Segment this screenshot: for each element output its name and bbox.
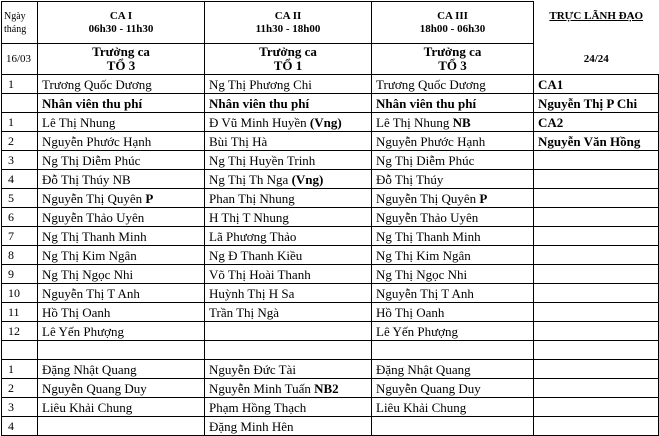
leader-cell [534,189,659,208]
shift-3-cell [372,113,534,132]
leader-cell [534,265,659,284]
person-name: Nguyễn Đức Tài [209,361,296,377]
shift-3-cell [372,246,534,265]
person-name: Hồ Thị Oanh [42,304,111,320]
person-name: Ng Thị Diễm Phúc [42,152,141,168]
shift-1-cell: Trương Quốc Dương [38,75,205,94]
leader-cell [534,284,659,303]
shift-1-cell [38,322,205,341]
table-row [2,322,659,341]
leader-cell [534,341,659,360]
shift-1-name: CA I [109,9,133,22]
person-name: Bùi Thị Hà [209,133,268,149]
shift-1-cell [38,341,205,360]
shift-1-cell [38,227,205,246]
shift-3-cell [372,379,534,398]
shift-2-cell [205,265,372,284]
shift-1-cell [38,246,205,265]
row-number: 1 [2,75,38,94]
person-name: Lê Thị Nhung [42,114,116,130]
person-name: Lê Yến Phượng [42,323,125,339]
assignment-tag: NB [452,114,471,130]
shift-1-cell [38,379,205,398]
person-name: Ng Thị Kim Ngân [376,247,471,263]
leader-cell [534,417,659,436]
shift-2-cell [205,379,372,398]
shift-2-cell [205,113,372,132]
person-name: Nguyễn Quang Duy [42,380,147,396]
table-row [2,132,659,151]
person-name: Nguyễn Thị Quyên [376,190,477,206]
person-name: Phạm Hồng Thạch [209,399,307,415]
person-name: Trần Thị Ngà [209,304,280,320]
person-name: Đặng Minh Hên [209,418,294,434]
person-name: Nguyễn Thảo Uyên [376,209,479,225]
leader-cell: Nguyễn Văn Hồng [534,132,659,151]
shift-1-cell [38,398,205,417]
person-name: Nguyễn Thị T Anh [376,285,474,301]
shift-3-cell [372,322,534,341]
table-row [2,208,659,227]
table-row [2,113,659,132]
person-name: Ng Thị Thanh Minh [42,228,147,244]
person-name: Ng Thị Kim Ngân [42,247,137,263]
shift-1-team-name: TỔ 3 [106,58,136,73]
month-label: tháng [4,23,27,35]
row-number [2,94,38,113]
leader-cell [534,151,659,170]
row-number: 1 [2,360,38,379]
shift-3-cell [372,265,534,284]
row-number: 8 [2,246,38,265]
row-number: 4 [2,417,38,436]
shift-1-team [38,44,205,75]
staff-heading-3: Nhân viên thu phí [372,94,534,113]
spacer-row [2,341,659,360]
shift-2-cell [205,398,372,417]
shift-3-header [372,2,534,44]
person-name: Liêu Khải Chung [376,399,467,415]
person-name: Nguyễn Phước Hạnh [376,133,486,149]
leader-cell [534,398,659,417]
row-number: 12 [2,322,38,341]
staff-heading-1: Nhân viên thu phí [38,94,205,113]
shift-2-cell [205,284,372,303]
staff-heading-row [2,94,659,113]
person-name: Lã Phương Thảo [209,228,297,244]
shift-1-lead-label: Trưởng ca [92,44,150,59]
person-name: Ng Thị Thanh Minh [376,228,481,244]
table-row [2,227,659,246]
shift-3-cell [372,132,534,151]
person-name: Nguyễn Minh Tuấn [209,380,311,396]
shift-3-cell [372,227,534,246]
shift-1-cell [38,303,205,322]
leader-header [534,2,659,44]
assignment-tag: NB2 [314,380,339,396]
row-number: 3 [2,151,38,170]
shift-2-cell [205,341,372,360]
row-number: 6 [2,208,38,227]
leader-cell [534,246,659,265]
table-row [2,303,659,322]
shift-2-cell [205,208,372,227]
shift-2-cell: Ng Thị Phương Chi [205,75,372,94]
assignment-tag: P [145,190,154,206]
shift-3-team-name: TỔ 3 [438,58,467,73]
shift-2-cell [205,417,372,436]
shift-3-cell [372,170,534,189]
leader-title: TRỰC LÃNH ĐẠO [549,9,644,22]
shift-2-time: 11h30 - 18h00 [255,22,321,35]
staff-rows [2,113,659,341]
table-row [2,284,659,303]
person-name: Lê Yến Phượng [376,323,459,339]
shift-3-cell [372,303,534,322]
leader-cell: CA1 [534,75,659,94]
leader-date: 24/24 [534,44,659,75]
shift-3-cell [372,417,534,436]
leader-cell: CA2 [534,113,659,132]
shift-2-name: CA II [274,9,302,22]
leader-cell [534,360,659,379]
shift-3-time: 18h00 - 06h30 [419,22,486,35]
person-name: Võ Thị Hoài Thanh [209,266,311,282]
leader-cell [534,170,659,189]
table-row [2,75,659,94]
shift-2-lead-label: Trưởng ca [259,44,317,59]
leader-cell [534,322,659,341]
shift-2-cell [205,303,372,322]
person-name: Đ Vũ Minh Huyền [209,114,307,130]
shift-1-header [38,2,205,44]
staff-heading-2: Nhân viên thu phí [205,94,372,113]
shift-2-cell [205,151,372,170]
person-name: Nguyễn Phước Hạnh [42,133,152,149]
leader-cell: Nguyễn Thị P Chi [534,94,659,113]
leader-cell [534,227,659,246]
person-name: Đỗ Thị Thúy [376,171,444,187]
shift-2-cell [205,132,372,151]
shift-1-cell [38,151,205,170]
person-name: Ng Thị Diễm Phúc [376,152,475,168]
row-number: 1 [2,113,38,132]
support-rows [2,360,659,436]
table-row [2,246,659,265]
table-row [2,170,659,189]
person-name: Liêu Khải Chung [42,399,133,415]
shift-1-cell [38,170,205,189]
shift-3-cell: Trương Quốc Dương [372,75,534,94]
person-name: Đỗ Thị Thúy NB [42,171,131,187]
day-label: Ngày [4,10,26,22]
date-cell: 16/03 [2,44,38,75]
shift-2-cell [205,170,372,189]
row-number: 2 [2,379,38,398]
shift-1-cell [38,265,205,284]
person-name: Ng Thị Huyền Trinh [209,152,316,168]
assignment-tag: (Vng) [309,114,342,130]
person-name: Ng Thị Th Nga [209,171,289,187]
person-name: Ng Thị Ngọc Nhi [376,266,468,282]
shift-3-cell [372,398,534,417]
shift-1-cell [38,189,205,208]
shift-2-cell [205,360,372,379]
shift-1-cell [38,284,205,303]
person-name: Đặng Nhật Quang [42,361,137,377]
person-name: H Thị T Nhung [209,209,289,225]
team-row [2,44,659,75]
shift-3-cell [372,151,534,170]
shift-1-cell [38,360,205,379]
shift-3-cell [372,208,534,227]
row-number: 3 [2,398,38,417]
shift-2-cell [205,322,372,341]
assignment-tag: P [479,190,488,206]
table-row [2,360,659,379]
person-name: Nguyễn Thị Quyên [42,190,143,206]
person-name: Ng Thị Ngọc Nhi [42,266,134,282]
leader-cell [534,208,659,227]
row-number: 5 [2,189,38,208]
shift-1-cell [38,132,205,151]
person-name: Nguyễn Quang Duy [376,380,481,396]
row-number: 2 [2,132,38,151]
shift-1-time: 06h30 - 11h30 [88,22,154,35]
table-row [2,151,659,170]
table-row [2,379,659,398]
shift-3-lead-label: Trưởng ca [423,44,482,59]
shift-2-header [205,2,372,44]
shift-3-cell [372,189,534,208]
shift-3-cell [372,284,534,303]
leader-cell [534,303,659,322]
table-row [2,265,659,284]
person-name: Nguyễn Thảo Uyên [42,209,145,225]
shift-2-cell [205,246,372,265]
date-column-header [2,2,38,44]
shift-2-cell [205,189,372,208]
table-row [2,398,659,417]
person-name: Đặng Nhật Quang [376,361,471,377]
header-row [2,2,659,44]
person-name: Lê Thị Nhung [376,114,450,130]
shift-1-cell [38,417,205,436]
row-number [2,341,38,360]
shift-3-cell [372,341,534,360]
shift-schedule-table [1,1,659,436]
shift-3-cell [372,360,534,379]
row-number: 10 [2,284,38,303]
shift-2-team-name: TỔ 1 [273,58,303,73]
leader-cell [534,379,659,398]
row-number: 7 [2,227,38,246]
person-name: Phan Thị Nhung [209,190,295,206]
shift-2-cell [205,227,372,246]
row-number: 11 [2,303,38,322]
shift-1-cell [38,208,205,227]
table-row [2,189,659,208]
shift-2-team [205,44,372,75]
person-name: Huỳnh Thị H Sa [209,285,295,301]
shift-1-cell [38,113,205,132]
person-name: Nguyễn Thị T Anh [42,285,140,301]
person-name: Hồ Thị Oanh [376,304,445,320]
person-name: Ng Đ Thanh Kiều [209,247,303,263]
row-number: 9 [2,265,38,284]
table-row [2,417,659,436]
assignment-tag: (Vng) [291,171,324,187]
shift-3-team [372,44,534,75]
row-number: 4 [2,170,38,189]
shift-3-name: CA III [437,9,468,22]
